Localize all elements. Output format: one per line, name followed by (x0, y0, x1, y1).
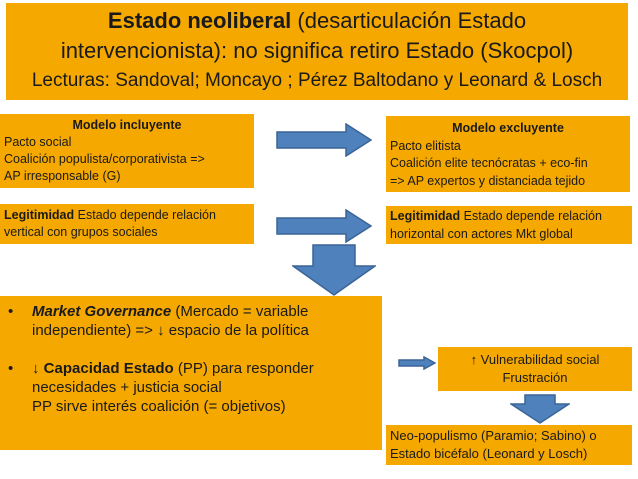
vulnerabilidad-line1: ↑ Vulnerabilidad social (470, 352, 600, 367)
bullet-line (32, 359, 376, 378)
legitimidad-rest: Estado depende relación (74, 208, 216, 222)
bullet-list (6, 302, 376, 416)
modelo-incluyente-line: AP irresponsable (G) (4, 169, 121, 183)
bullet-line: PP sirve interés coalición (= objetivos) (32, 398, 286, 415)
down-arrow-icon (510, 394, 570, 424)
modelo-incluyente-line: Coalición populista/corporativista => (4, 152, 205, 166)
bullet-icon: • (8, 303, 14, 320)
vulnerabilidad-box (438, 347, 632, 391)
main-bullets-box (0, 296, 382, 450)
legitimidad-vertical-line1 (4, 207, 250, 224)
title-line-2: intervencionista): no significa retiro Estado (Skocpol) (60, 38, 574, 63)
modelo-incluyente-box (0, 114, 254, 188)
bullet-line (32, 302, 376, 321)
bullet-capacidad-estado (6, 359, 376, 416)
bullet-line: necesidades + justicia social (32, 379, 222, 396)
vulnerabilidad-line2: Frustración (502, 370, 568, 385)
right-arrow-icon (276, 209, 372, 243)
modelo-incluyente-heading: Modelo incluyente (72, 118, 182, 132)
title-line-3: Lecturas: Sandoval; Moncayo ; Pérez Baltodano y Leonard & Losch (31, 70, 603, 91)
title-bold: Estado neoliberal (107, 8, 292, 33)
neopopulismo-box (386, 425, 632, 465)
bullet-market-governance (6, 302, 376, 340)
bullet-line: independiente) => ↓ espacio de la política (32, 322, 309, 339)
right-arrow-icon (398, 356, 436, 370)
title-rest: (desarticulación Estado (291, 8, 527, 33)
modelo-excluyente-line: Coalición elite tecnócratas + eco-fin (390, 156, 588, 170)
neopopulismo-line2: Estado bicéfalo (Leonard y Losch) (390, 446, 588, 461)
legitimidad-horizontal-box (386, 206, 632, 244)
legitimidad-vertical-box (0, 204, 254, 244)
down-arrow-icon (292, 244, 376, 296)
right-arrow-icon (276, 123, 372, 157)
bullet-text: (PP) para responder (173, 360, 314, 377)
bullet-icon: • (8, 360, 14, 377)
neopopulismo-line1: Neo-populismo (Paramio; Sabino) o (390, 428, 597, 443)
modelo-excluyente-box (386, 116, 630, 192)
legitimidad-vertical-line2: vertical con grupos sociales (4, 225, 158, 239)
modelo-incluyente-line: Pacto social (4, 135, 72, 149)
modelo-excluyente-line: Pacto elitista (390, 138, 461, 153)
capacidad-estado-term: ↓ Capacidad Estado (32, 360, 174, 377)
modelo-excluyente-heading: Modelo excluyente (452, 121, 564, 135)
market-governance-term: Market Governance (32, 303, 172, 320)
title-line-1 (6, 6, 628, 36)
bullet-text: (Mercado = variable (171, 303, 309, 320)
slide-title (6, 3, 628, 100)
modelo-excluyente-line: => AP expertos y distanciada tejido (390, 173, 586, 188)
legitimidad-horizontal-line1 (390, 208, 628, 226)
legitimidad-rest: Estado depende relación (460, 209, 602, 223)
legitimidad-horizontal-line2: horizontal con actores Mkt global (390, 226, 573, 241)
legitimidad-label: Legitimidad (4, 208, 75, 222)
legitimidad-label: Legitimidad (390, 209, 461, 223)
